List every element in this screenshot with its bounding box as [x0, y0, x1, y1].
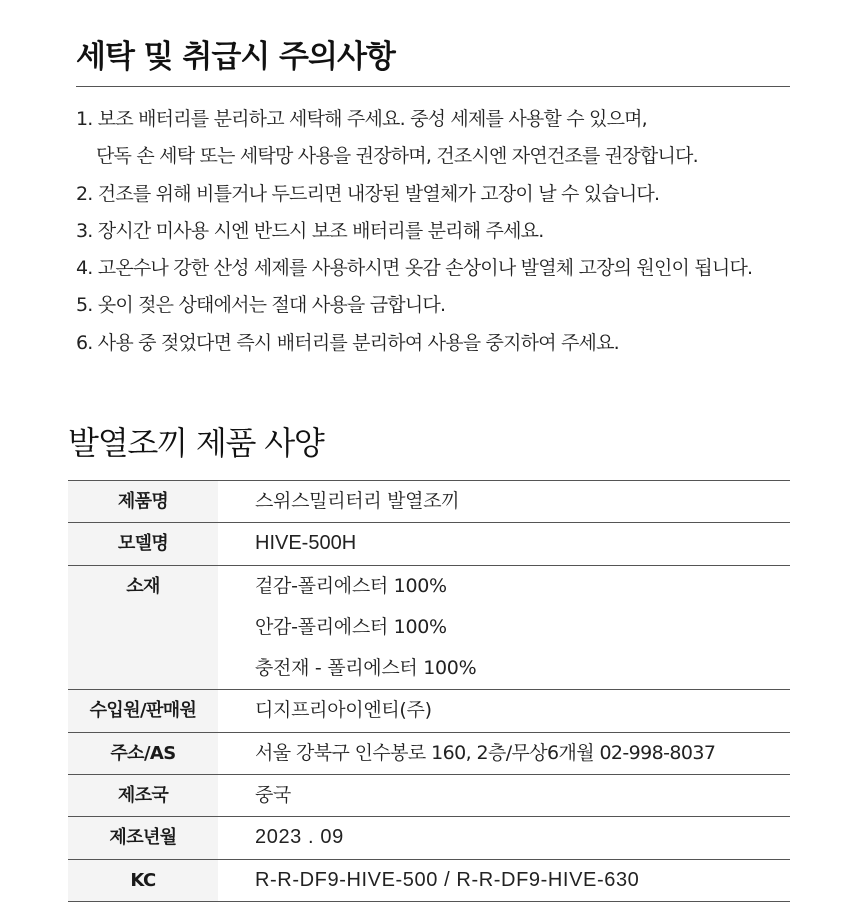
- care-item-text: 1. 보조 배터리를 분리하고 세탁해 주세요. 중성 세제를 사용할 수 있으며,: [76, 108, 647, 130]
- spec-label: KC: [68, 859, 218, 901]
- care-item-text-continued: 단독 손 세탁 또는 세탁망 사용을 권장하며, 건조시엔 자연건조를 권장합니다.: [96, 145, 698, 168]
- care-item-5: [76, 287, 790, 324]
- care-item-text: 6. 사용 중 젖었다면 즉시 배터리를 분리하여 사용을 중지하여 주세요.: [76, 331, 619, 354]
- spec-value-text: 디지프리아이엔티(주): [255, 699, 432, 722]
- spec-row-material: [68, 565, 790, 690]
- spec-row-kc: [68, 859, 790, 901]
- spec-value-text: R-R-DF9-HIVE-500 / R-R-DF9-HIVE-630: [255, 868, 640, 891]
- spec-value: [218, 732, 790, 774]
- spec-row-address: [68, 732, 790, 774]
- care-item-2: [76, 176, 790, 213]
- spec-label: 제조년월: [68, 817, 218, 859]
- spec-label: 모델명: [68, 523, 218, 565]
- spec-value-text: 스위스밀리터리 발열조끼: [255, 490, 460, 512]
- care-instructions-section: [76, 30, 790, 362]
- spec-label: 소재: [68, 565, 218, 690]
- spec-value-text: 충전재 - 폴리에스터 100%: [255, 657, 477, 680]
- spec-label: 제품명: [68, 481, 218, 523]
- spec-row-product-name: [68, 481, 790, 523]
- product-spec-table: [68, 480, 790, 902]
- care-item-6: [76, 325, 790, 362]
- spec-value-text: HIVE-500H: [255, 532, 357, 555]
- care-item-text: 4. 고온수나 강한 산성 세제를 사용하시면 옷감 손상이나 발열체 고장의 원인이 됩니다.: [76, 257, 753, 280]
- spec-label: 수입원/판매원: [68, 690, 218, 732]
- spec-row-manufacture-date: [68, 817, 790, 859]
- spec-value-text: 서울 강북구 인수봉로 160, 2층/무상6개월 02-998-8037: [255, 741, 716, 764]
- care-instructions-list: [76, 101, 790, 362]
- spec-value-text: 안감-폴리에스터 100%: [255, 615, 447, 638]
- spec-value-text: 중국: [255, 784, 292, 807]
- spec-value: [218, 817, 790, 859]
- product-spec-title: 발열조끼 제품 사양: [68, 424, 324, 462]
- spec-label: 제조국: [68, 775, 218, 817]
- spec-label: 주소/AS: [68, 732, 218, 774]
- spec-value: [218, 775, 790, 817]
- spec-value: [218, 859, 790, 901]
- spec-value: [218, 481, 790, 523]
- care-item-text: 3. 장시간 미사용 시엔 반드시 보조 배터리를 분리해 주세요.: [76, 219, 544, 242]
- spec-value: [218, 565, 790, 690]
- care-instructions-title: 세탁 및 취급시 주의사항: [76, 39, 395, 75]
- product-spec-section: [68, 418, 790, 902]
- spec-value: [218, 523, 790, 565]
- spec-row-model-name: [68, 523, 790, 565]
- spec-value-text: 겉감-폴리에스터 100%: [255, 574, 447, 597]
- care-item-3: [76, 213, 790, 250]
- spec-value: [218, 690, 790, 732]
- spec-row-importer: [68, 690, 790, 732]
- spec-row-country: [68, 775, 790, 817]
- care-item-4: [76, 250, 790, 287]
- care-item-text: 5. 옷이 젖은 상태에서는 절대 사용을 금합니다.: [76, 294, 446, 317]
- care-item-1: [76, 101, 790, 176]
- care-item-text: 2. 건조를 위해 비틀거나 두드리면 내장된 발열체가 고장이 날 수 있습니다.: [76, 182, 660, 205]
- care-title-divider: [76, 86, 790, 87]
- spec-value-text: 2023 . 09: [255, 826, 344, 849]
